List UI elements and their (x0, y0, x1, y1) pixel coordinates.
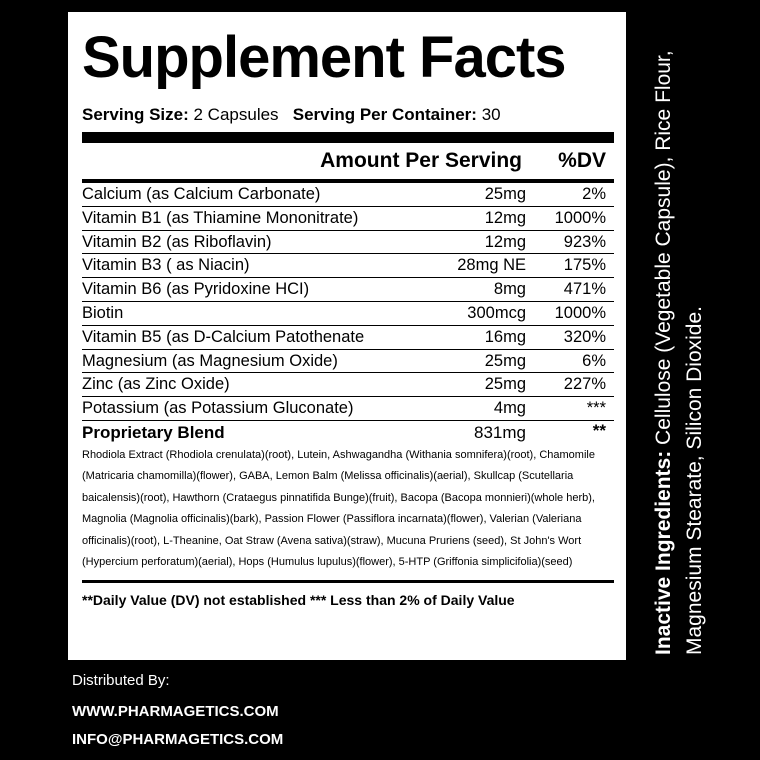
nutrient-row (82, 302, 614, 326)
nutrient-dv: 2% (582, 185, 606, 203)
servings-per-container-label: Serving Per Container: (292, 105, 477, 124)
nutrient-row (82, 397, 614, 421)
serving-size-label: Serving Size: (82, 105, 189, 124)
dv-footnote: **Daily Value (DV) not established *** Less than 2% of Daily Value (82, 591, 515, 608)
nutrient-amount: 16mg (484, 327, 526, 346)
serving-size-value: 2 Capsules (193, 105, 279, 124)
nutrient-dv: 6% (582, 351, 606, 370)
inactive-ingredients-label: Inactive Ingredients: (652, 450, 675, 655)
nutrient-dv: 923% (563, 232, 606, 251)
nutrient-name: Vitamin B1 (as Thiamine Mononitrate) (82, 208, 359, 227)
nutrient-name: Vitamin B6 (as Pyridoxine HCI) (82, 280, 310, 299)
nutrient-name: Calcium (as Calcium Carbonate) (82, 185, 321, 203)
nutrient-amount: 28mg NE (457, 256, 526, 275)
nutrient-name: Vitamin B2 (as Riboflavin) (82, 232, 272, 251)
serving-line (82, 104, 614, 128)
thick-divider (82, 132, 614, 143)
nutrient-row (82, 278, 614, 302)
proprietary-blend-row (82, 421, 614, 445)
nutrient-name: Biotin (82, 303, 124, 322)
nutrient-name: Potassium (as Potassium Gluconate) (82, 399, 354, 418)
panel-title: Supplement Facts (82, 25, 566, 90)
table-header (82, 143, 614, 183)
nutrient-row (82, 373, 614, 397)
nutrient-list (82, 183, 614, 421)
nutrient-name: Vitamin B5 (as D-Calcium Patothenate (82, 327, 365, 346)
nutrient-dv: 1000% (554, 208, 606, 227)
nutrient-dv: 320% (563, 327, 606, 346)
nutrient-dv: 471% (563, 280, 606, 299)
nutrient-row (82, 350, 614, 374)
inactive-ingredients (648, 15, 710, 655)
nutrient-amount: 25mg (484, 375, 526, 394)
supplement-facts-panel (68, 12, 626, 660)
nutrient-row (82, 231, 614, 255)
blend-name: Proprietary Blend (82, 422, 225, 442)
nutrient-row (82, 207, 614, 231)
distributor-website: WWW.PHARMAGETICS.COM (72, 703, 279, 720)
nutrient-dv: 1000% (554, 303, 606, 322)
dv-header: %DV (558, 149, 606, 172)
nutrient-dv: 175% (563, 256, 606, 275)
nutrient-dv: *** (586, 399, 606, 418)
nutrient-amount: 8mg (493, 280, 526, 299)
amount-per-serving-header: Amount Per Serving (320, 149, 522, 172)
blend-amount: 831mg (474, 422, 526, 442)
nutrient-name: Zinc (as Zinc Oxide) (82, 375, 230, 394)
nutrient-amount: 25mg (484, 185, 526, 203)
nutrient-amount: 25mg (484, 351, 526, 370)
thin-divider (82, 580, 614, 583)
nutrient-amount: 300mcg (467, 303, 526, 322)
nutrient-row (82, 254, 614, 278)
nutrient-amount: 12mg (484, 232, 526, 251)
nutrient-amount: 4mg (493, 399, 526, 418)
distributed-by-label: Distributed By: (72, 672, 170, 689)
nutrient-row (82, 183, 614, 207)
blend-dv: ** (592, 420, 606, 440)
inactive-ingredients-text: Cellulose (Vegetable Capsule), Rice Flour, Magnesium Stearate, Silicon Dioxide. (652, 50, 706, 655)
nutrient-dv: 227% (563, 375, 606, 394)
nutrient-name: Vitamin B3 ( as Niacin) (82, 256, 250, 275)
servings-per-container-value: 30 (481, 105, 501, 124)
nutrient-row (82, 326, 614, 350)
distributor-email: INFO@PHARMAGETICS.COM (72, 731, 284, 748)
nutrient-name: Magnesium (as Magnesium Oxide) (82, 351, 338, 370)
nutrient-amount: 12mg (484, 208, 526, 227)
blend-ingredients: Rhodiola Extract (Rhodiola crenulata)(root), Lutein, Ashwagandha (Withania somnifera)(root), Chamomile (Matricaria chamomilla)(flower), GABA, Lemon Balm (Melissa officinalis)(aerial), Skullcap (Scutellaria baicalensis)(root), Hawthorn (Crataegus pinnatifida Bunge)(fruit), Bacopa (Bacopa monnieri)(whole herb), Magnolia (Magnolia officinalis)(bark), Passion Flower (Passiflora incarnata)(flower), Valerian (Valeriana officinalis)(root), L-Theanine, Oat Straw (Avena sativa)(straw), Mucuna Pruriens (seed), St John's Wort (Hypercium perforatum)(aerial), Hops (Humulus lupulus)(flower), 5-HTP (Griffonia simplicifolia)(seed) (82, 448, 595, 569)
